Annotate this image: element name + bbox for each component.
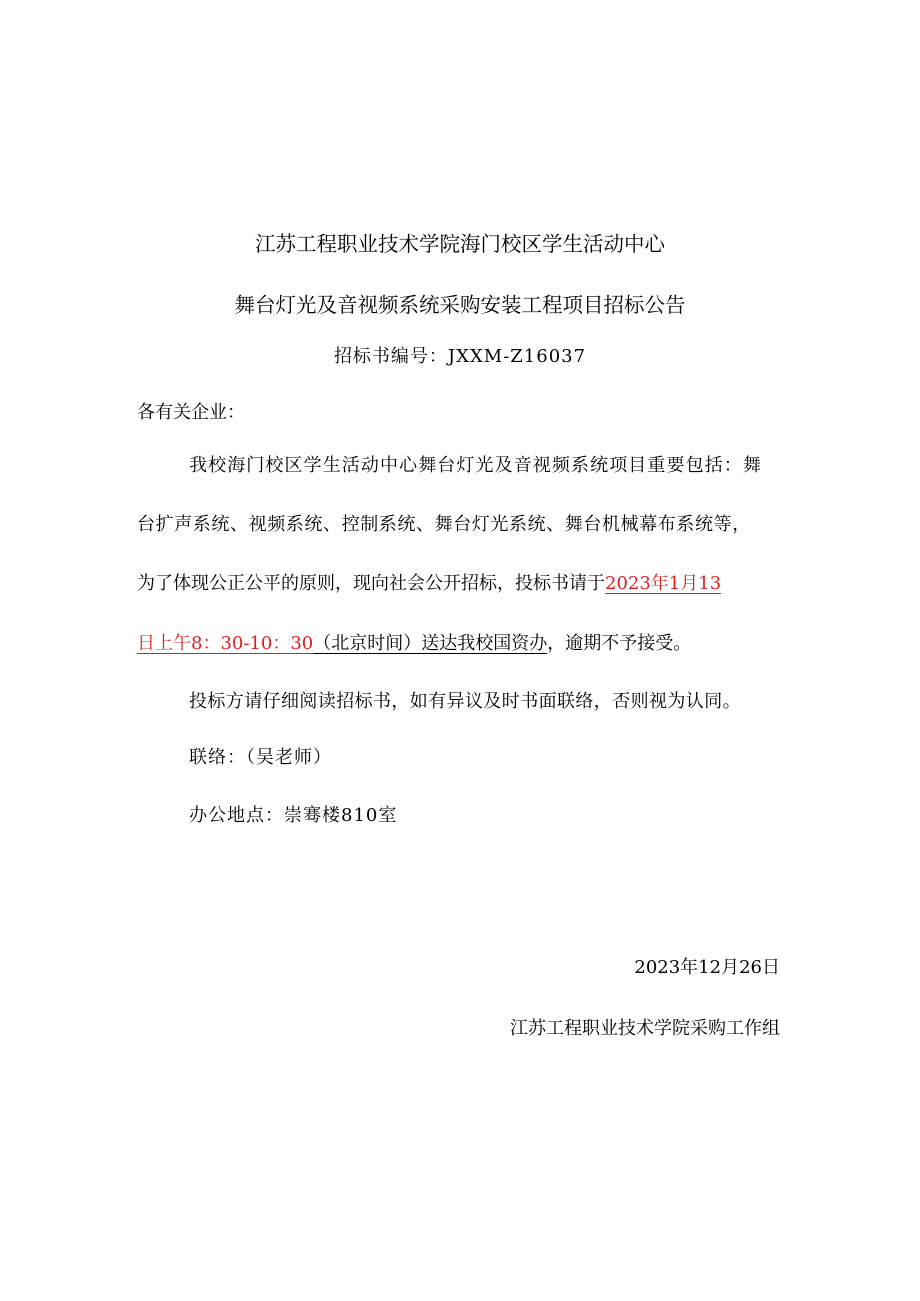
deadline-date: 2023年1月13	[605, 573, 722, 594]
paragraph-1-line-1: 我校海门校区学生活动中心舞台灯光及音视频系统项目重要包括：舞	[189, 455, 762, 476]
issue-date: 2023年12月26日	[634, 957, 780, 978]
office-location: 办公地点：崇骞楼810室	[189, 805, 398, 826]
tender-document-number: 招标书编号：JXXM-Z16037	[333, 346, 587, 367]
deadline-time: 日上午8：30-10：30	[137, 633, 314, 654]
issuing-organization: 江苏工程职业技术学院采购工作组	[510, 1018, 780, 1039]
paragraph-1-line-4-text: ，逾期不予接受。	[547, 633, 692, 654]
paragraph-1-line-2: 台扩声系统、视频系统、控制系统、舞台灯光系统、舞台机械幕布系统等，	[137, 514, 751, 535]
paragraph-1-line-3-text: 为了体现公正公平的原则，现向社会公开招标，投标书请于	[137, 573, 605, 594]
salutation: 各有关企业：	[137, 402, 245, 423]
document-title-line-2: 舞台灯光及音视频系统采购安装工程项目招标公告	[234, 293, 686, 317]
paragraph-2: 投标方请仔细阅读招标书，如有异议及时书面联络，否则视为认同。	[189, 691, 741, 712]
document-title-line-1: 江苏工程职业技术学院海门校区学生活动中心	[255, 232, 665, 256]
paragraph-1-line-4	[137, 631, 691, 657]
contact-line: 联络：（吴老师）	[189, 747, 332, 768]
paragraph-1-line-3	[137, 571, 721, 597]
deadline-note: （北京时间）送达我校国资办	[313, 633, 548, 654]
